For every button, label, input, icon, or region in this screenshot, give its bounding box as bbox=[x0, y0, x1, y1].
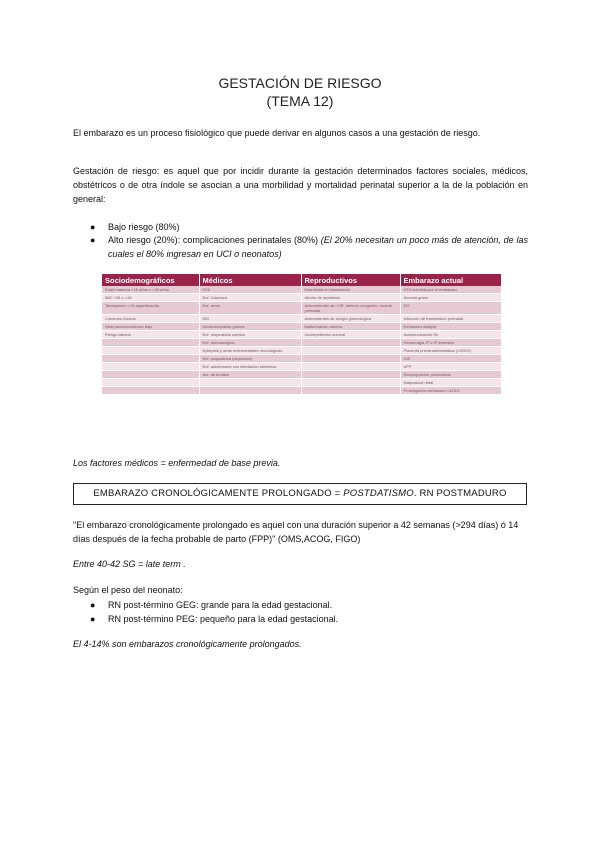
table-row bbox=[102, 302, 501, 315]
high-risk-note: (El 20% necesitan un poco más de atención, de las cuales el 80% ingresan en UCI o neonatos) bbox=[108, 235, 528, 259]
list-item-high-risk bbox=[90, 233, 530, 263]
definition-paragraph: Gestación de riesgo: es aquel que por incidir durante la gestación determinados factores sociales, médicos, obstétricos o de otra índole se asocian a una morbilidad y mortalidad perinatal superior a la de la población en general: bbox=[73, 166, 528, 204]
cell-embarazo-actual: HTA inducida por el embarazo bbox=[400, 286, 501, 294]
cell-reproductivo: Esterilidad en tratamiento bbox=[301, 286, 400, 294]
cell-medico bbox=[199, 387, 301, 395]
prevalence-note: El 4-14% son embarazos cronológicamente prolongados. bbox=[73, 639, 302, 649]
cell-sociodemografico: IMC >35 o <19 bbox=[102, 294, 199, 302]
cell-medico: Enf. respiratoria crónica bbox=[199, 331, 301, 339]
header-medicos: Médicos bbox=[199, 274, 301, 286]
bullet-icon: ● bbox=[90, 614, 96, 624]
cell-sociodemografico: Edad materna <15 años o >40 años bbox=[102, 286, 199, 294]
cell-embarazo-actual: Prolongación embarazo >42SG bbox=[400, 387, 501, 395]
table-row bbox=[102, 387, 501, 395]
table-row bbox=[102, 363, 501, 371]
cell-embarazo-actual: Infección de transmisión perinatal bbox=[400, 315, 501, 323]
cell-reproductivo: Antecedentes de: CIR, defecto congénito, muerte perinatal bbox=[301, 302, 400, 315]
boxed-heading-part2: . RN POSTMADURO bbox=[413, 488, 507, 499]
cell-reproductivo bbox=[301, 387, 400, 395]
medical-factors-note: Los factores médicos = enfermedad de base previa. bbox=[73, 458, 281, 468]
cell-medico: Enf. renal bbox=[199, 302, 301, 315]
table-row bbox=[102, 379, 501, 387]
cell-sociodemografico bbox=[102, 387, 199, 395]
cell-reproductivo bbox=[301, 355, 400, 363]
bullet-icon: ● bbox=[90, 600, 96, 610]
table-body bbox=[102, 286, 501, 395]
cell-medico: Epilepsia y otras enfermedades neurológicas bbox=[199, 347, 301, 355]
cell-sociodemografico bbox=[102, 347, 199, 355]
cell-medico: HTA bbox=[199, 286, 301, 294]
cell-embarazo-actual: Embarazo múltiple bbox=[400, 323, 501, 331]
cell-medico bbox=[199, 379, 301, 387]
table-header-row bbox=[102, 274, 501, 286]
page-subtitle: (TEMA 12) bbox=[266, 93, 334, 109]
cell-medico: Ant. de tiroides bbox=[199, 371, 301, 379]
cell-reproductivo bbox=[301, 363, 400, 371]
weight-heading: Según el peso del neonato: bbox=[73, 585, 183, 595]
cell-sociodemografico bbox=[102, 363, 199, 371]
cell-embarazo-actual: APP bbox=[400, 363, 501, 371]
high-risk-main: Alto riesgo (20%): complicaciones perinatales (80%) bbox=[108, 235, 321, 245]
table-row bbox=[102, 331, 501, 339]
cell-embarazo-actual: Hemorragia 2º o 3º trimestre bbox=[400, 339, 501, 347]
cell-sociodemografico bbox=[102, 355, 199, 363]
risk-factors-table bbox=[102, 274, 502, 395]
cell-embarazo-actual: DG bbox=[400, 302, 501, 315]
cell-reproductivo: Malformación uterina bbox=[301, 323, 400, 331]
page-title: GESTACIÓN DE RIESGO bbox=[218, 75, 382, 91]
cell-medico: Enf. hematológica bbox=[199, 339, 301, 347]
geg-text: RN post-término GEG: grande para la edad gestacional. bbox=[108, 600, 333, 610]
bullet-icon: ● bbox=[90, 222, 96, 232]
cell-embarazo-actual: Anemia grave bbox=[400, 294, 501, 302]
cell-reproductivo: Incompetencia cervical bbox=[301, 331, 400, 339]
cell-embarazo-actual: CIR bbox=[400, 355, 501, 363]
table-row bbox=[102, 347, 501, 355]
cell-embarazo-actual: Isoinmunización Rh bbox=[400, 331, 501, 339]
cell-sociodemografico: Riesgo laboral bbox=[102, 331, 199, 339]
boxed-heading-italic: POSTDATISMO bbox=[343, 488, 414, 499]
cell-sociodemografico: Consumo tóxicos bbox=[102, 315, 199, 323]
cell-medico: DM bbox=[199, 315, 301, 323]
cell-reproductivo bbox=[301, 339, 400, 347]
high-risk-text bbox=[108, 233, 528, 261]
cell-medico: Enf. psiquiátrica (depresión) bbox=[199, 355, 301, 363]
cell-sociodemografico bbox=[102, 339, 199, 347]
table-row bbox=[102, 294, 501, 302]
cell-embarazo-actual: Malposición fetal bbox=[400, 379, 501, 387]
cell-reproductivo bbox=[301, 379, 400, 387]
cell-medico: Enf. Cardíaca bbox=[199, 294, 301, 302]
header-reproductivos: Reproductivos bbox=[301, 274, 400, 286]
cell-medico: Endocrinopatías graves bbox=[199, 323, 301, 331]
cell-reproductivo: Aborto de repetición bbox=[301, 294, 400, 302]
definition-quote: "El embarazo cronológicamente prolongado es aquel con una duración superior a 42 semanas (>294 días) ó 14 días después de la fecha probable de parto (FPP)" (OMS,ACOG, FIGO) bbox=[73, 520, 519, 544]
cell-sociodemografico: Nivel socioeconómico bajo bbox=[102, 323, 199, 331]
cell-reproductivo bbox=[301, 347, 400, 355]
table-row bbox=[102, 355, 501, 363]
cell-embarazo-actual: Desproporción pelvicofetal bbox=[400, 371, 501, 379]
header-sociodemograficos: Sociodemográficos bbox=[102, 274, 199, 286]
low-risk-text: Bajo riesgo (80%) bbox=[108, 222, 180, 232]
late-term-note: Entre 40-42 SG = late term . bbox=[73, 559, 186, 569]
boxed-heading bbox=[73, 483, 527, 505]
cell-reproductivo bbox=[301, 371, 400, 379]
table-row bbox=[102, 339, 501, 347]
cell-sociodemografico: Tabaquismo >10 cigarrillos/día bbox=[102, 302, 199, 315]
bullet-icon: ● bbox=[90, 235, 96, 245]
table-row bbox=[102, 286, 501, 294]
cell-sociodemografico bbox=[102, 379, 199, 387]
cell-embarazo-actual: Placenta previa asintomática (>32SG) bbox=[400, 347, 501, 355]
cell-sociodemografico bbox=[102, 371, 199, 379]
cell-reproductivo: Antecedentes de cirugía ginecológica bbox=[301, 315, 400, 323]
table-row bbox=[102, 323, 501, 331]
peg-text: RN post-término PEG: pequeño para la edad gestacional. bbox=[108, 614, 339, 624]
cell-medico: Enf. autoinmune con afectación sistémica bbox=[199, 363, 301, 371]
boxed-heading-part1: EMBARAZO CRONOLÓGICAMENTE PROLONGADO = bbox=[93, 488, 344, 499]
intro-paragraph: El embarazo es un proceso fisiológico que puede derivar en algunos casos a una gestación de riesgo. bbox=[73, 128, 481, 138]
header-embarazo-actual: Embarazo actual bbox=[400, 274, 501, 286]
table-row bbox=[102, 315, 501, 323]
table-row bbox=[102, 371, 501, 379]
